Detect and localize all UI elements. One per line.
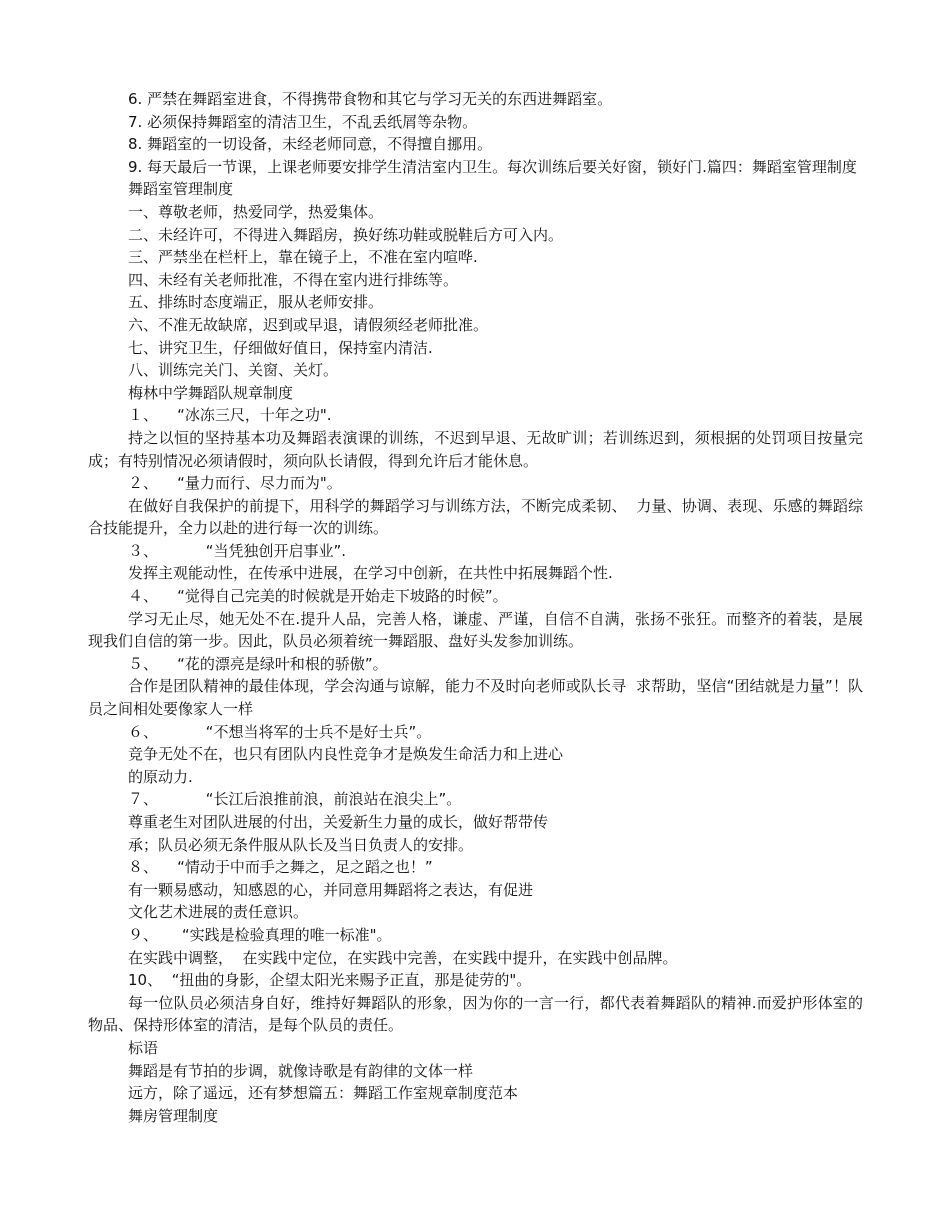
- motto-6: ６、 “不想当将军的士兵不是好士兵”。: [128, 722, 432, 741]
- rule-item-7: 七、讲究卫生，仔细做好值日，保持室内清洁.: [128, 338, 433, 357]
- motto-2: ２、 “量力而行、尽力而为"。: [128, 474, 342, 493]
- rule-item-2: 二、未经许可，不得进入舞蹈房，换好练功鞋或脱鞋后方可入内。: [128, 225, 564, 244]
- rule-item-6: 六、不准无故缺席，迟到或早退，请假须经老师批准。: [128, 315, 489, 334]
- slogan-2: 远方，除了遥远，还有梦想篇五：舞蹈工作室规章制度范本: [128, 1084, 519, 1103]
- slogan-heading: 标语: [128, 1038, 159, 1057]
- section-heading-team-rules: 梅林中学舞蹈队规章制度: [128, 383, 294, 402]
- motto-3: ３、 “当凭独创开启事业”.: [128, 541, 346, 560]
- rule-item-4: 四、未经有关老师批准，不得在室内进行排练等。: [128, 270, 459, 289]
- motto-1: １、 “冰冻三尺，十年之功".: [128, 406, 332, 425]
- motto-5: ５、 “花的漂亮是绿叶和根的骄傲”。: [128, 654, 388, 673]
- section-heading-dance-room-rules: 舞蹈室管理制度: [128, 180, 234, 199]
- motto-3-body: 发挥主观能动性，在传承中进展，在学习中创新，在共性中拓展舞蹈个性.: [128, 564, 613, 583]
- motto-4: ４、 “觉得自己完美的时候就是开始走下坡路的时候”。: [128, 587, 508, 606]
- rule-item-1: 一、尊敬老师，热爱同学，热爱集体。: [128, 202, 384, 221]
- motto-1-body: 持之以恒的坚持基本功及舞蹈表演课的训练，不迟到早退、无故旷训；若训练迟到，须根据的处罚项目按量完成；有特别情况必须请假时，须向队长请假，得到允许后才能休息。: [88, 428, 863, 470]
- document-body: [88, 88, 863, 1127]
- motto-10: 10、 “扭曲的身影，企望太阳光来赐予正直，那是徒劳的"。: [128, 971, 532, 990]
- motto-10-body: 每一位队员必须洁身自好，维持好舞蹈队的形象，因为你的一言一行，都代表着舞蹈队的精神.而爱护形体室的物品、保持形体室的清洁，是每个队员的责任。: [88, 993, 863, 1035]
- section-heading-dance-room-management: 舞房管理制度: [128, 1106, 219, 1125]
- motto-8-body-line-1: 有一颗易感动，知感恩的心，并同意用舞蹈将之表达，有促进: [128, 880, 534, 899]
- slogan-1: 舞蹈是有节拍的步调，就像诗歌是有韵律的文体一样: [128, 1061, 474, 1080]
- rule-item-3: 三、严禁坐在栏杆上，靠在镜子上，不准在室内喧哗.: [128, 248, 478, 267]
- motto-8: ８、 “情动于中而手之舞之，足之蹈之也！”: [128, 858, 433, 877]
- motto-5-body: 合作是团队精神的最佳体现，学会沟通与谅解，能力不及时向老师或队长寻 求帮助，坚信“团结就是力量”！队员之间相处要像家人一样: [88, 677, 863, 719]
- motto-7-body-line-1: 尊重老生对团队进展的付出，关爱新生力量的成长，做好帮带传: [128, 813, 549, 831]
- motto-7-body-line-2: 承；队员必须无条件服从队长及当日负责人的安排。: [128, 835, 474, 854]
- motto-4-body: 学习无止尽，她无处不在.提升人品，完善人格，谦虚、严谨，自信不自满，张扬不张狂。而整齐的着装，是展现我们自信的第一步。因此，队员必须着统一舞蹈服、盘好头发参加训练。: [88, 609, 863, 651]
- motto-2-body: 在做好自我保护的前提下，用科学的舞蹈学习与训练方法，不断完成柔韧、 力量、协调、表现、乐感的舞蹈综合技能提升，全力以赴的进行每一次的训练。: [88, 496, 863, 538]
- rule-item-5: 五、排练时态度端正，服从老师安排。: [128, 293, 384, 312]
- motto-8-body-line-2: 文化艺术进展的责任意识。: [128, 903, 309, 922]
- motto-9: ９、 “实践是检验真理的唯一标准"。: [128, 925, 392, 944]
- rule-9: 9. 每天最后一节课，上课老师要安排学生清洁室内卫生。每次训练后要关好窗，锁好门.篇四：舞蹈室管理制度: [128, 157, 857, 176]
- motto-9-body: 在实践中调整， 在实践中定位，在实践中完善，在实践中提升，在实践中创品牌。: [128, 948, 678, 967]
- rule-6: 6. 严禁在舞蹈室进食，不得携带食物和其它与学习无关的东西进舞蹈室。: [128, 90, 613, 108]
- rule-8: 8. 舞蹈室的一切设备，未经老师同意，不得擅自挪用。: [128, 135, 493, 154]
- motto-6-body-line-2: 的原动力.: [128, 767, 193, 786]
- motto-6-body-line-1: 竞争无处不在，也只有团队内良性竞争才是焕发生命活力和上进心: [128, 745, 564, 764]
- motto-7: ７、 “长江后浪推前浪，前浪站在浪尖上”。: [128, 790, 462, 809]
- rule-7: 7. 必须保持舞蹈室的清洁卫生，不乱丢纸屑等杂物。: [128, 112, 478, 131]
- rule-item-8: 八、训练完关门、关窗、关灯。: [128, 361, 339, 380]
